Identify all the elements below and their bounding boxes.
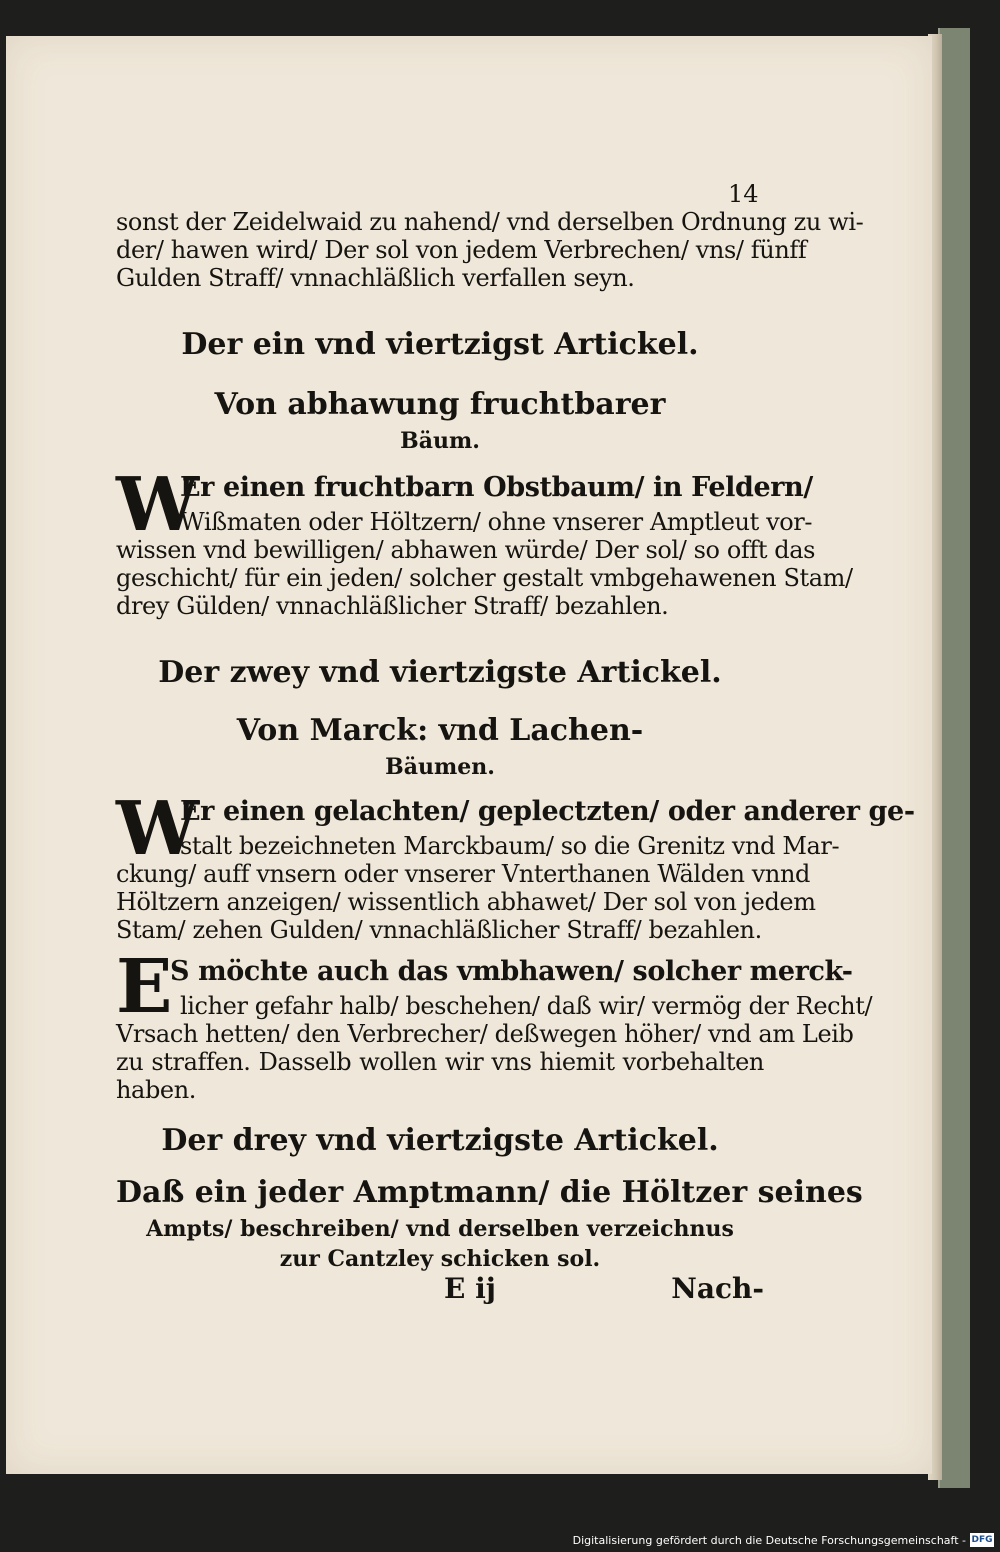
text-line: Stam/ zehen Gulden/ vnnachläßlicher Straff/ bezahlen. (116, 916, 762, 944)
text-line: Höltzern anzeigen/ wissentlich abhawet/ Der sol von jedem (116, 888, 816, 916)
text-block (116, 176, 915, 1316)
text-line: Gulden Straff/ vnnachläßlich verfallen seyn. (116, 264, 635, 292)
book-page (6, 36, 932, 1474)
article-title-cont: Ampts/ beschreiben/ vnd derselben verzeichnus (146, 1216, 734, 1242)
article-heading: Der ein vnd viertzigst Artickel. (181, 327, 699, 362)
text-line: Er einen gelachten/ geplectzten/ oder anderer ge- (180, 796, 915, 827)
text-line: Vrsach hetten/ den Verbrecher/ deßwegen höher/ vnd am Leib (116, 1020, 854, 1048)
article-title-cont: Bäumen. (385, 754, 495, 780)
drop-cap: W (116, 786, 200, 872)
signature-mark: E ij (444, 1272, 496, 1305)
article-heading: Der zwey vnd viertzigste Artickel. (158, 655, 722, 690)
article-title: Von Marck: vnd Lachen- (236, 713, 644, 748)
digitization-credit: Digitalisierung gefördert durch die Deutsche Forschungsgemeinschaft - (572, 1534, 966, 1547)
catchword: Nach- (671, 1272, 764, 1305)
drop-cap: W (116, 462, 200, 548)
article-heading: Der drey vnd viertzigste Artickel. (161, 1123, 719, 1158)
text-line: Wißmaten oder Höltzern/ ohne vnserer Amptleut vor- (180, 508, 813, 536)
text-line: licher gefahr halb/ beschehen/ daß wir/ vermög der Recht/ (180, 992, 873, 1020)
scan-backing-board (938, 28, 970, 1488)
article-title-cont: Bäum. (400, 428, 480, 454)
text-line: stalt bezeichneten Marckbaum/ so die Grenitz vnd Mar- (180, 832, 840, 860)
article-title-cont: zur Cantzley schicken sol. (279, 1246, 601, 1272)
article-title: Daß ein jeder Amptmann/ die Höltzer seines (116, 1175, 863, 1210)
text-line: wissen vnd bewilligen/ abhawen würde/ Der sol/ so offt das (116, 536, 816, 564)
text-line: sonst der Zeidelwaid zu nahend/ vnd derselben Ordnung zu wi- (116, 208, 864, 236)
dfg-logo: DFG (971, 1535, 993, 1545)
drop-cap: E (116, 944, 173, 1030)
page-number: 14 (728, 180, 759, 208)
text-line: geschicht/ für ein jeden/ solcher gestalt vmbgehawenen Stam/ (116, 564, 853, 592)
text-line: Er einen fruchtbarn Obstbaum/ in Feldern/ (180, 472, 813, 503)
text-line: haben. (116, 1076, 197, 1104)
article-title: Von abhawung fruchtbarer (214, 387, 666, 422)
text-line: ckung/ auff vnsern oder vnserer Vnterthanen Wälden vnnd (116, 860, 810, 888)
text-line: drey Gülden/ vnnachläßlicher Straff/ bezahlen. (116, 592, 669, 620)
text-line: der/ hawen wird/ Der sol von jedem Verbrechen/ vns/ fünff (116, 236, 807, 264)
text-line: zu straffen. Dasselb wollen wir vns hiemit vorbehalten (116, 1048, 764, 1076)
text-line: S möchte auch das vmbhawen/ solcher merck- (170, 956, 853, 987)
